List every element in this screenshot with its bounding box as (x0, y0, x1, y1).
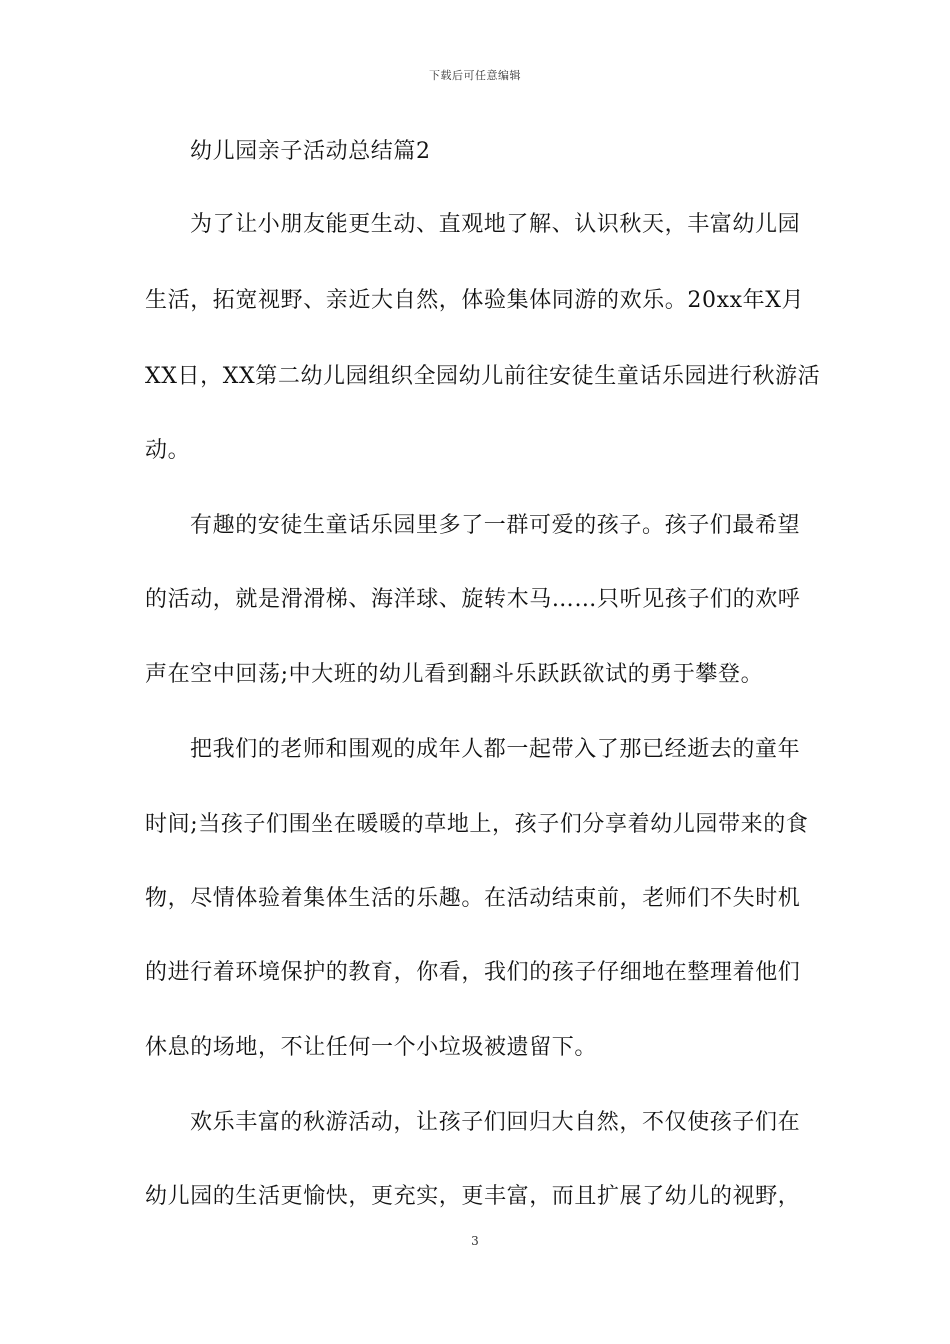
paragraph-line: XX日，XX第二幼儿园组织全园幼儿前往安徒生童话乐园进行秋游活 (145, 364, 821, 389)
paragraph-line: 物，尽情体验着集体生活的乐趣。在活动结束前，老师们不失时机 (145, 886, 801, 911)
paragraph-line: 动。 (145, 438, 191, 463)
paragraph-line: 为了让小朋友能更生动、直观地了解、认识秋天，丰富幼儿园 (190, 212, 801, 237)
document-title: 幼儿园亲子活动总结篇2 (190, 139, 431, 164)
paragraph-line: 幼儿园的生活更愉快，更充实，更丰富，而且扩展了幼儿的视野， (145, 1184, 801, 1209)
paragraph-line: 休息的场地，不让任何一个小垃圾被遗留下。 (145, 1035, 598, 1060)
paragraph-line: 的进行着环境保护的教育，你看，我们的孩子仔细地在整理着他们 (145, 960, 801, 985)
paragraph-line: 的活动，就是滑滑梯、海洋球、旋转木马……只听见孩子们的欢呼 (145, 587, 801, 612)
paragraph-line: 时间;当孩子们围坐在暖暖的草地上，孩子们分享着幼儿园带来的食 (145, 812, 809, 837)
paragraph-line: 声在空中回荡;中大班的幼儿看到翻斗乐跃跃欲试的勇于攀登。 (145, 662, 764, 687)
paragraph-line: 有趣的安徒生童话乐园里多了一群可爱的孩子。孩子们最希望 (190, 513, 801, 538)
paragraph-line: 把我们的老师和围观的成年人都一起带入了那已经逝去的童年 (190, 737, 801, 762)
paragraph-line: 欢乐丰富的秋游活动，让孩子们回归大自然，不仅使孩子们在 (190, 1110, 801, 1135)
page-header: 下载后可任意编辑 (429, 69, 521, 82)
page-number: 3 (471, 1234, 479, 1248)
paragraph-line: 生活，拓宽视野、亲近大自然，体验集体同游的欢乐。20xx年X月 (145, 288, 805, 313)
